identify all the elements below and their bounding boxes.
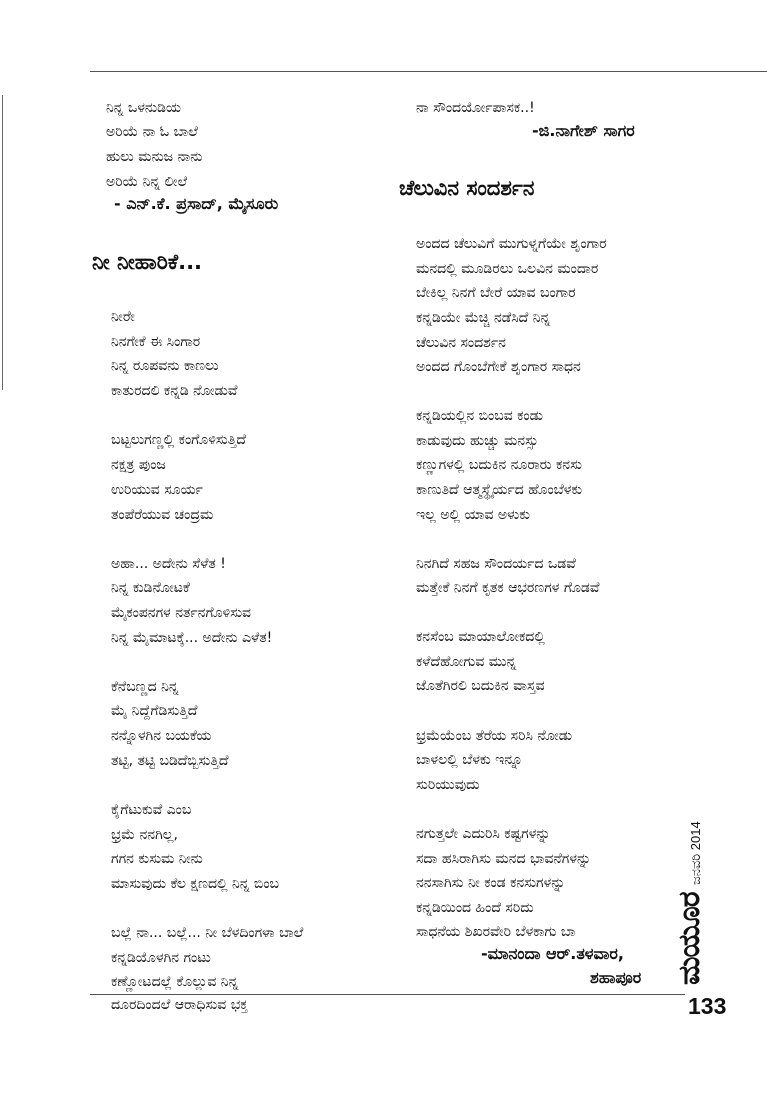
poem-line: ಬಟ್ಟಲುಗಣ್ಣಲ್ಲಿ ಕಂಗೊಳಿಸುತ್ತಿದೆ xyxy=(111,432,246,448)
poem-line: ನನ್ನೊಳಗಿನ ಬಯಕೆಯ xyxy=(111,728,212,744)
poem-line: ಭ್ರಮೆ ನನಗಿಲ್ಲ, xyxy=(111,827,178,843)
poem-line: ದೂರದಿಂದಲೆ ಆರಾಧಿಸುವ ಭಕ್ತ xyxy=(111,997,248,1013)
poem-line: ಮತ್ತೇಕೆ ನಿನಗೆ ಕೃತಕ ಆಭರಣಗಳ ಗೊಡವೆ xyxy=(416,580,600,596)
poem-line: ಕೈಗೆಟುಕುವೆ ಎಂಬ xyxy=(111,802,192,818)
poem-line: ಬಲ್ಲೆ ನಾ... ಬಲ್ಲೆ... ನೀ ಬೆಳದಿಂಗಳಾ ಬಾಲೆ xyxy=(111,925,304,941)
poem-line: ಕನಸೆಂಬ ಮಾಯಾಲೋಕದಲ್ಲಿ xyxy=(416,629,545,645)
poem-line: ಸದಾ ಹಸಿರಾಗಿಸು ಮನದ ಭಾವನೆಗಳನ್ನು xyxy=(416,851,592,867)
poem-line: ಮೈಕಂಪನಗಳ ನರ್ತನಗೊಳಿಸುವ xyxy=(111,605,252,621)
poem-line: ಕನ್ನಡಿಯೇ ಮೆಚ್ಚಿ ನಡೆಸಿದೆ ನಿನ್ನ xyxy=(416,310,551,326)
poem-line: ನಿನ್ನ ಮೈಮಾಟಕ್ಕೆ... ಅದೇನು ಎಳೆತ! xyxy=(111,630,273,646)
top-rule xyxy=(90,71,767,72)
poem1-credit: - ಎನ್.ಕೆ. ಪ್ರಸಾದ್, ಮೈಸೂರು xyxy=(114,194,279,213)
poem-line: ಹುಲು ಮನುಜ ನಾನು xyxy=(106,149,203,165)
poem-line: ನಿನಗೇಕೆ ಈ ಸಿಂಗಾರ xyxy=(111,334,201,350)
page-number: 133 xyxy=(688,993,727,1019)
poem-line: ಕನ್ನಡಿಯೊಳಗಿನ ಗಂಟು xyxy=(111,950,211,966)
poem-line: ಕಳೆದೆಹೋಗುವ ಮುನ್ನ xyxy=(416,654,517,670)
poem-line: ಕನ್ನಡಿಯಲ್ಲಿನ ಬಿಂಬವ ಕಂಡು xyxy=(416,408,544,424)
poem-line: ಅಂದದ ಗೊಂಬೆಗೇಕೆ ಶೃಂಗಾರ ಸಾಧನ xyxy=(416,359,581,375)
poem-line: ಮನದಲ್ಲಿ ಮೂಡಿರಲು ಒಲವಿನ ಮಂದಾರ xyxy=(416,261,599,277)
bottom-rule xyxy=(90,994,685,995)
poem-line: ಇಲ್ಲ ಅಲ್ಲಿ ಯಾವ ಅಳುಕು xyxy=(416,507,530,523)
left-margin-rule xyxy=(2,95,3,390)
poem-line: ನಗುತ್ತಲೇ ಎದುರಿಸಿ ಕಷ್ಟಗಳನ್ನು xyxy=(416,826,551,842)
poem-line: ಕಣ್ಣುಗಳಲ್ಲಿ ಬದುಕಿನ ನೂರಾರು ಕನಸು xyxy=(416,457,582,473)
poem-line: ನಿನಗಿದೆ ಸಹಜ ಸೌಂದರ್ಯದ ಒಡವೆ xyxy=(416,556,576,572)
poem3-credit-place: ಶಹಾಪೂರ xyxy=(590,968,642,987)
poem-line: ನಿನ್ನ ಕುಡಿನೋಟಕೆ xyxy=(111,580,190,596)
poem2-title: ನೀ ನೀಹಾರಿಕೆ... xyxy=(92,250,203,274)
poem-line: ಜೊತೆಗಿರಲಿ ಬದುಕಿನ ವಾಸ್ತವ xyxy=(416,678,545,694)
poem-line: ಕಾಡುವುದು ಹುಚ್ಚು ಮನಸ್ಸು xyxy=(416,433,539,449)
poem-line: ಸಾಧನೆಯ ಶಿಖರವೇರಿ ಬೆಳಕಾಗು ಬಾ xyxy=(416,924,576,940)
poem3-title: ಚೆಲುವಿನ ಸಂದರ್ಶನ xyxy=(399,176,535,200)
poem-line: ನಕ್ಷತ್ರ ಪುಂಜ xyxy=(111,457,166,473)
poem-line: ಉರಿಯುವ ಸೂರ್ಯ xyxy=(111,482,203,498)
poem3-credit: -ಮಾನಂದಾ ಆರ್.ತಳವಾರ, xyxy=(481,944,624,963)
poem-line: ಕಾತುರದಲಿ ಕನ್ನಡಿ ನೋಡುವೆ xyxy=(111,383,238,399)
poem-line: ಕೆನೆಬಣ್ಣದ ನಿನ್ನ xyxy=(111,679,179,695)
poem-line: ಬೇಕಿಲ್ಲ ನಿನಗೆ ಬೇರೆ ಯಾವ ಬಂಗಾರ xyxy=(416,285,576,301)
poem-line: ಅಂದದ ಚೆಲುವಿಗೆ ಮುಗುಳ್ನಗೆಯೇ ಶೃಂಗಾರ xyxy=(416,236,607,252)
poem2-credit: -ಜಿ.ನಾಗೇಶ್ ಸಾಗರ xyxy=(532,121,635,140)
magazine-logo: ಮಯೂರ xyxy=(672,892,707,985)
poem-line: ತಟ್ಟಿ, ತಟ್ಟಿ ಬಡಿದೆಬ್ಬಿಸುತ್ತಿದೆ xyxy=(111,753,229,769)
poem-line: ಕನ್ನಡಿಯಿಂದ ಹಿಂದೆ ಸರಿದು xyxy=(416,900,534,916)
poem-line: ತಂಪೆರೆಯುವ ಚಂದ್ರಮ xyxy=(111,507,214,523)
poem-line: ಬಾಳಲಲ್ಲಿ ಬೆಳಕು ಇನ್ನೂ xyxy=(416,752,523,768)
poem-line: ಚೆಲುವಿನ ಸಂದರ್ಶನ xyxy=(416,335,506,351)
poem-line: ಅರಿಯೆ ನಿನ್ನ ಲೀಲೆ xyxy=(106,174,188,190)
poem-line: ಕಣ್ಣೋಟದಲ್ಲೆ ಕೊಲ್ಲುವ ನಿನ್ನ xyxy=(111,974,239,990)
poem-line: ಭ್ರಮೆಯೆಂಬ ತೆರೆಯ ಸರಿಸಿ ನೋಡು xyxy=(416,728,573,744)
poem-line: ಅರಿಯೆ ನಾ ಓ ಬಾಲೆ xyxy=(106,124,198,140)
poem-line: ಗಗನ ಕುಸುಮ ನೀನು xyxy=(111,851,203,867)
poem-line: ನಾ ಸೌಂದರ್ಯೋಪಾಸಕ..! xyxy=(416,100,535,116)
poem-line: ನನಸಾಗಿಸು ನೀ ಕಂಡ ಕನಸುಗಳನ್ನು xyxy=(416,875,566,891)
poem-line: ಕಾಣುತಿದೆ ಆತ್ಮಸ್ಥೈರ್ಯದ ಹೊಂಬೆಳಕು xyxy=(416,482,583,498)
poem-line: ಸುರಿಯುವುದು xyxy=(416,777,480,793)
poem-line: ಅಹಾ... ಅದೇನು ಸೆಳೆತ ! xyxy=(111,556,226,572)
poem-line: ನಿನ್ನ ರೂಪವನು ಕಾಣಲು xyxy=(111,358,219,374)
issue-date: ಜನವರಿ 2014 xyxy=(688,821,703,885)
poem-line: ಮೈ ನಿದ್ದೆಗೆಡಿಸುತ್ತಿದೆ xyxy=(111,703,198,719)
poem-line: ಮಾಸುವುದು ಕೆಲ ಕ್ಷಣದಲ್ಲಿ ನಿನ್ನ ಬಿಂಬ xyxy=(111,876,280,892)
poem-line: ನಿನ್ನ ಒಳನುಡಿಯ xyxy=(106,100,181,116)
poem-line: ನೀರೇ xyxy=(111,309,135,325)
